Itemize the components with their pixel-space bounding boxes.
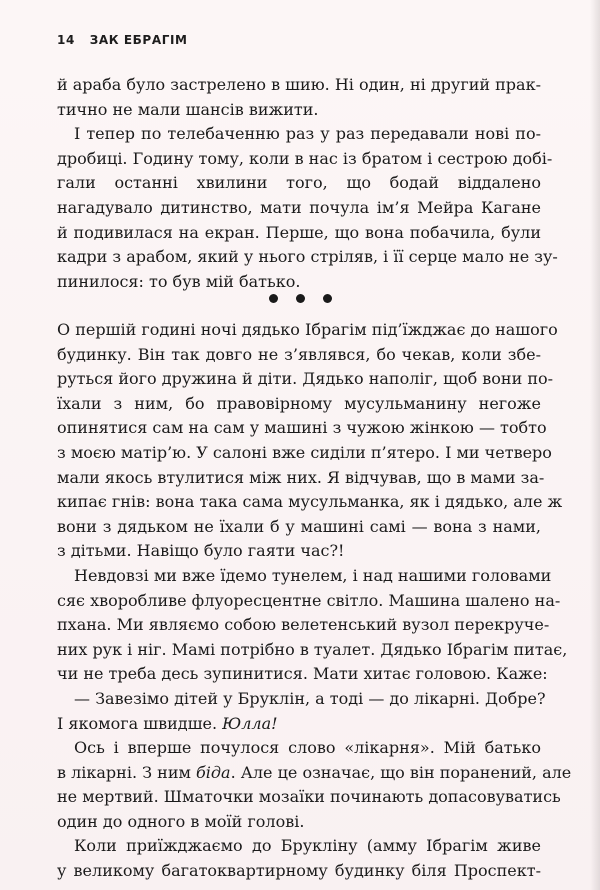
page-number: 14 xyxy=(57,33,75,47)
section-separator xyxy=(0,287,600,308)
text-line: Невдовзі ми вже їдемо тунелем, і над нашими головами xyxy=(74,565,552,585)
text-line: їхали з ним, бо правовірному мусульманину негоже xyxy=(57,393,541,413)
text-line: Коли приїжджаємо до Брукліну (амму Ібрагім живе xyxy=(74,836,541,856)
text-line: І тепер по телебаченню раз у раз передавали нові по- xyxy=(74,124,541,144)
text-run: . Але це означає, що він поранений, але xyxy=(230,762,572,782)
text-line: кипає гнів: вона така сама мусульманка, як і дядько, але ж xyxy=(57,492,563,512)
paragraph xyxy=(57,687,546,736)
paragraph xyxy=(57,122,558,294)
paragraph xyxy=(57,318,563,564)
text-line: сяє хворобливе флуоресцентне світло. Машина шалено на- xyxy=(57,590,561,610)
emphasis-text: біда xyxy=(196,762,231,782)
text-run: в лікарні. З ним xyxy=(57,762,197,782)
text-line: них рук і ніг. Мамі потрібно в туалет. Дядько Ібрагім питає, xyxy=(57,639,568,659)
text-line: один до одного в моїй голові. xyxy=(57,811,305,831)
text-line: нагадувало дитинство, мати почула ім’я Мейра Кагане xyxy=(57,197,541,217)
running-title: ЗАК ЕБРАГІМ xyxy=(89,33,188,47)
text-line: не мертвий. Шматочки мозаїки починають допасовуватись xyxy=(57,787,561,807)
paragraph xyxy=(57,73,541,122)
separator-dot xyxy=(296,294,305,303)
text-line xyxy=(57,761,572,786)
text-line: пинилося: то був мій батько. xyxy=(57,271,301,291)
text-line: вони з дядьком не їхали б у машині самі — вона з нами, xyxy=(57,516,541,536)
text-line: будинку. Він так довго не з’являвся, бо чекав, коли збе- xyxy=(57,344,541,364)
text-run: І якомога швидше. xyxy=(57,713,223,733)
section-1-text xyxy=(57,73,558,294)
text-line: мали якось втулитися між них. Я відчував, що в мами за- xyxy=(57,467,545,487)
text-line: у великому багатоквартирному будинку біля Проспект- xyxy=(57,861,541,881)
text-line: гали останні хвилини того, що бодай віддалено xyxy=(57,173,541,193)
text-line: тично не мали шансів вижити. xyxy=(57,99,319,119)
text-line: О першій годині ночі дядько Ібрагім під’їжджає до нашого xyxy=(57,320,558,339)
text-line: Ось і вперше почулося слово «лікарня». Мій батько xyxy=(74,738,541,758)
text-line: кадри з арабом, який у нього стріляв, і її серце мало не зу- xyxy=(57,247,558,267)
paragraph xyxy=(57,564,568,687)
text-line xyxy=(57,712,541,737)
text-line: чи не треба десь зупинитися. Мати хитає головою. Каже: xyxy=(57,664,548,684)
section-2-text xyxy=(57,318,572,884)
separator-dot xyxy=(269,294,278,303)
text-line: й араба було застрелено в шию. Ні один, ні другий прак- xyxy=(57,75,541,94)
text-line: дробиці. Годину тому, коли в нас із братом і сестрою добі- xyxy=(57,148,553,168)
text-line: опинятися сам на сам у машині з чужою жінкою — тобто xyxy=(57,418,547,438)
text-line: — Завезімо дітей у Бруклін, а тоді — до лікарні. Добре? xyxy=(74,688,546,708)
paragraph xyxy=(57,834,541,883)
paragraph xyxy=(57,736,572,834)
running-header xyxy=(57,33,188,47)
emphasis-text: Юлла! xyxy=(222,713,278,733)
text-line: руться його дружина й діти. Дядько наполіг, щоб вони по- xyxy=(57,369,554,389)
text-line: з моєю матір’ю. У салоні вже сиділи п’ятеро. І ми четверо xyxy=(57,442,552,462)
separator-dot xyxy=(323,294,332,303)
text-line: й подивилася на екран. Перше, що вона побачила, були xyxy=(57,222,541,242)
text-line: пхана. Ми являємо собою велетенський вузол перекруче- xyxy=(57,615,550,635)
text-line: з дітьми. Навіщо було гаяти час?! xyxy=(57,541,345,561)
